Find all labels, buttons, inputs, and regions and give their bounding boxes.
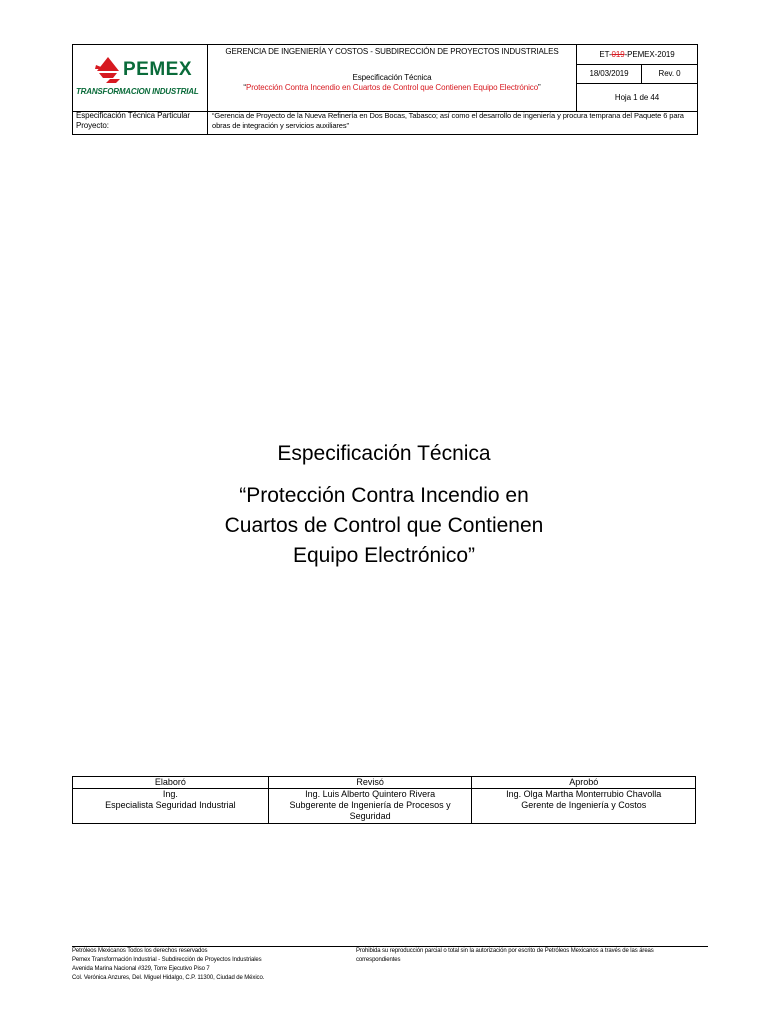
logo-wordmark: PEMEX xyxy=(123,59,193,80)
footer-line-2: Pemex Transformación Industrial - Subdirección de Proyectos Industriales xyxy=(72,957,262,963)
quote-close: ” xyxy=(538,83,541,92)
doc-title-header xyxy=(208,83,576,93)
project-text: “Gerencia de Proyecto de la Nueva Refinería en Dos Bocas, Tabasco; así como el desarrollo de ingeniería y procura temprana del Paquete 6 para obras de integración y servicios auxiliares” xyxy=(212,111,684,130)
document-code xyxy=(577,45,697,65)
reviso-role: Subgerente de Ingeniería de Procesos y Seguridad xyxy=(289,800,451,821)
footer-line-1: Petróleos Mexicanos Todos los derechos reservados xyxy=(72,948,208,954)
elaboro-name: Ing. xyxy=(162,789,178,799)
footer-left xyxy=(72,947,352,983)
pemex-logo xyxy=(73,45,208,111)
project-row xyxy=(72,110,698,135)
header-middle xyxy=(208,45,577,111)
signature-body-row xyxy=(73,789,696,824)
pemex-eagle-icon xyxy=(93,57,123,83)
doc-title-text: Protección Contra Incendio en Cuartos de Control que Contienen Equipo Electrónico xyxy=(245,83,539,92)
title-line-4: Equipo Electrónico” xyxy=(292,544,476,567)
code-number: 019 xyxy=(611,50,625,59)
header-right xyxy=(577,45,697,111)
signature-header-row xyxy=(73,777,696,789)
spec-label xyxy=(73,110,208,135)
footer-line-3: Avenida Marina Nacional #329, Torre Ejecutivo Piso 7 xyxy=(72,966,210,972)
aprobo-role: Gerente de Ingeniería y Costos xyxy=(521,800,647,810)
revision: Rev. 0 xyxy=(642,65,697,84)
elaboro-role: Especialista Seguridad Industrial xyxy=(105,800,236,810)
title-line-1: Especificación Técnica xyxy=(277,442,491,465)
logo-subtext: TRANSFORMACION INDUSTRIAL xyxy=(76,87,199,96)
header-aprobo: Aprobó xyxy=(472,777,696,789)
reviso-cell xyxy=(268,789,472,824)
elaboro-cell xyxy=(73,789,269,824)
department-name: GERENCIA DE INGENIERÍA Y COSTOS - SUBDIRECCIÓN DE PROYECTOS INDUSTRIALES xyxy=(225,47,559,56)
doc-type: Especificación Técnica xyxy=(352,73,432,82)
title-line-3: Cuartos de Control que Contienen xyxy=(224,514,544,537)
aprobo-name: Ing. Olga Martha Monterrubio Chavolla xyxy=(506,789,662,799)
footer-line-4: Col. Verónica Anzures, Del. Miguel Hidalgo, C.P. 11300, Ciudad de México. xyxy=(72,975,265,981)
reviso-name: Ing. Luis Alberto Quintero Rivera xyxy=(305,789,436,799)
aprobo-cell xyxy=(472,789,696,824)
document-header xyxy=(72,44,698,112)
spec-label-line2: Proyecto: xyxy=(76,121,109,130)
signature-table xyxy=(72,776,696,824)
header-elaboro: Elaboró xyxy=(73,777,269,789)
document-date: 18/03/2019 xyxy=(577,65,642,84)
code-suffix: -PEMEX-2019 xyxy=(624,50,675,59)
header-reviso: Revisó xyxy=(268,777,472,789)
quote-open: “ xyxy=(243,83,246,92)
page-number: Hoja 1 de 44 xyxy=(614,93,660,102)
spec-label-line1: Especificación Técnica Particular xyxy=(76,111,190,120)
title-line-2: “Protección Contra Incendio en xyxy=(239,484,529,507)
code-prefix: ET- xyxy=(599,50,612,59)
footer-right: Prohibida su reproducción parcial o total sin la autorización por escrito de Petróleos Mexicanos a través de las áreas correspondientes xyxy=(356,948,654,963)
